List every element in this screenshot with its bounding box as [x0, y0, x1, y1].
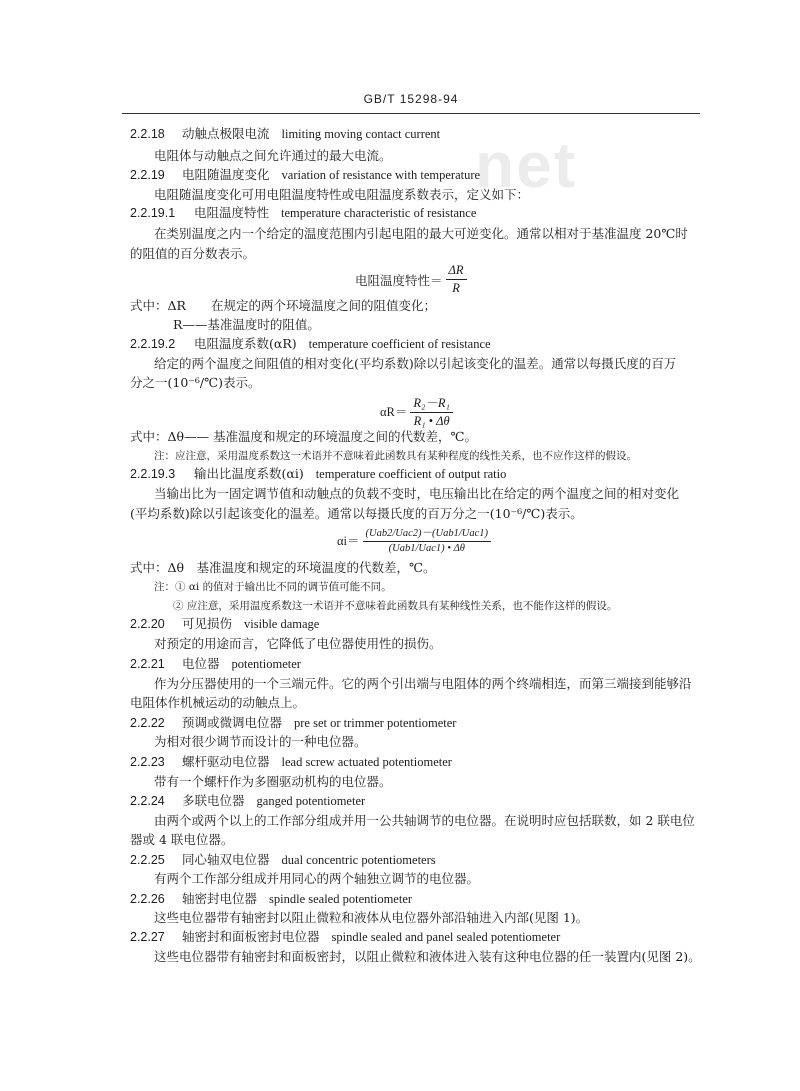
formula-resistance-temp-coefficient [380, 393, 453, 429]
clause-title: 电位器 [182, 656, 220, 671]
clause-number: 2.2.24 [130, 794, 165, 808]
where-line: R——基准温度时的阻值。 [173, 317, 320, 332]
clause-2-2-22-heading [130, 715, 456, 731]
header-rule [122, 113, 700, 114]
where-line: 式中：Δθ 基准温度和规定的环境温度的代数差，℃。 [130, 560, 436, 575]
clause-title: 电阻温度特性 [194, 205, 270, 220]
clause-title: 螺杆驱动电位器 [182, 754, 270, 769]
clause-number: 2.2.19.3 [130, 467, 176, 481]
body-line: 器或 4 联电位器。 [130, 832, 234, 847]
clause-2-2-19-2-heading [130, 336, 491, 352]
body-line: 分之一(10⁻⁶/℃)表示。 [130, 375, 261, 390]
clause-title: 预调或微调电位器 [182, 715, 283, 730]
clause-2-2-19-1-heading [130, 205, 476, 221]
clause-title: 动触点极限电流 [182, 126, 270, 141]
body-line: 这些电位器带有轴密封以阻止微粒和液体从电位器外部沿轴进入内部(见图 1)。 [154, 910, 589, 925]
body-line: 电阻体作机械运动的动触点上。 [130, 695, 306, 710]
clause-title-en: pre set or trimmer potentiometer [294, 716, 457, 730]
clause-number: 2.2.25 [130, 853, 165, 867]
clause-2-2-25-heading [130, 852, 436, 868]
body-line: 在类别温度之内一个给定的温度范围内引起电阻的最大可逆变化。通常以相对于基准温度 20℃时 [154, 226, 688, 241]
clause-number: 2.2.26 [130, 892, 165, 906]
clause-2-2-18-heading [130, 126, 440, 142]
clause-number: 2.2.20 [130, 617, 165, 631]
clause-title-en: visible damage [244, 617, 320, 631]
formula-lhs: αi＝ [337, 533, 360, 548]
formula-output-ratio-coefficient [337, 525, 491, 554]
formula-lhs: 电阻温度特性＝ [355, 273, 443, 288]
clause-number: 2.2.18 [130, 127, 165, 141]
body-line: 为相对很少调节而设计的一种电位器。 [154, 734, 367, 749]
clause-number: 2.2.19.2 [130, 337, 176, 351]
clause-title: 输出比温度系数(αi) [194, 466, 304, 481]
clause-number: 2.2.19.1 [130, 206, 176, 220]
clause-number: 2.2.27 [130, 930, 165, 944]
clause-title-en: lead screw actuated potentiometer [281, 755, 452, 769]
clause-title-en: limiting moving contact current [281, 127, 441, 141]
note-line: 注：① αi 的值对于输出比不同的调节值可能不同。 [154, 581, 392, 593]
clause-title: 多联电位器 [182, 793, 245, 808]
clause-2-2-27-heading [130, 929, 560, 945]
where-line: 式中：Δθ—— 基准温度和规定的环境温度之间的代数差，℃。 [130, 429, 478, 444]
body-line: 作为分压器使用的一个三端元件。它的两个引出端与电阻体的两个终端相连，而第三端接到能够沿 [154, 676, 692, 691]
formula-numerator: R₂－R₁ [410, 393, 452, 413]
clause-title: 可见损伤 [182, 616, 233, 631]
body-line: 带有一个螺杆作为多圈驱动机构的电位器。 [154, 774, 392, 789]
body-line: 电阻随温度变化可用电阻温度特性或电阻温度系数表示，定义如下： [154, 187, 530, 202]
clause-title-en: spindle sealed and panel sealed potentiometer [331, 930, 561, 944]
clause-number: 2.2.23 [130, 755, 165, 769]
clause-title-en: temperature coefficient of output ratio [315, 467, 507, 481]
body-line: 由两个或两个以上的工作部分组成并用一公共轴调节的电位器。在说明时应包括联数，如 2 联电位 [154, 813, 695, 828]
clause-title: 电阻温度系数(αR) [194, 336, 297, 351]
clause-title-en: dual concentric potentiometers [281, 853, 436, 867]
body-line: (平均系数)除以引起该变化的温差。通常以每摄氏度的百万分之一(10⁻⁶/℃)表示。 [130, 506, 583, 521]
clause-2-2-19-heading [130, 167, 480, 183]
formula-numerator: ΔR [446, 263, 467, 280]
clause-title: 轴密封和面板密封电位器 [182, 929, 320, 944]
clause-title-en: temperature characteristic of resistance [281, 206, 477, 220]
formula-resistance-temp-characteristic [355, 263, 467, 296]
body-line: 有两个工作部分组成并用同心的两个轴独立调节的电位器。 [154, 871, 480, 886]
clause-2-2-21-heading [130, 656, 301, 672]
clause-title-en: temperature coefficient of resistance [308, 337, 491, 351]
clause-number: 2.2.22 [130, 716, 165, 730]
clause-title: 同心轴双电位器 [182, 852, 270, 867]
clause-title-en: variation of resistance with temperature [281, 168, 481, 182]
watermark: net [475, 129, 577, 201]
clause-title-en: spindle sealed potentiometer [269, 892, 413, 906]
formula-lhs: αR＝ [380, 405, 408, 419]
body-line: 给定的两个温度之间阻值的相对变化(平均系数)除以引起该变化的温差。通常以每摄氏度的百万 [154, 356, 677, 371]
clause-title: 电阻随温度变化 [182, 167, 270, 182]
clause-title-en: ganged potentiometer [256, 794, 366, 808]
clause-number: 2.2.19 [130, 168, 165, 182]
body-line: 这些电位器带有轴密封和面板密封，以阻止微粒和液体进入装有这种电位器的任一装置内(见图 2)。 [154, 949, 701, 964]
clause-title-en: potentiometer [231, 657, 301, 671]
body-line: 电阻体与动触点之间允许通过的最大电流。 [154, 148, 392, 163]
clause-2-2-20-heading [130, 616, 319, 632]
clause-2-2-24-heading [130, 793, 365, 809]
clause-2-2-19-3-heading [130, 466, 506, 482]
body-line: 的阻值的百分数表示。 [130, 246, 256, 261]
clause-2-2-23-heading [130, 754, 452, 770]
body-line: 对预定的用途而言，它降低了电位器使用性的损伤。 [154, 636, 442, 651]
formula-denominator: (Uab1/Uac1) • Δθ [388, 543, 465, 554]
formula-denominator: R₁ • Δθ [413, 414, 450, 428]
clause-title: 轴密封电位器 [182, 891, 258, 906]
body-line: 当输出比为一固定调节值和动触点的负载不变时，电压输出比在给定的两个温度之间的相对变化 [154, 486, 680, 501]
note-line: 注：应注意，采用温度系数这一术语并不意味着此函数具有某种程度的线性关系，也不应作这样的假设。 [154, 450, 637, 462]
formula-numerator: (Uab2/Uac2)－(Uab1/Uac1) [363, 525, 491, 542]
where-line: 式中：ΔR 在规定的两个环境温度之间的阻值变化； [130, 298, 436, 313]
note-line: ② 应注意，采用温度系数这一术语并不意味着此函数具有某种线性关系，也不能作这样的假设。 [173, 600, 618, 612]
page-header: GB/T 15298-94 [363, 92, 459, 106]
clause-2-2-26-heading [130, 891, 412, 907]
clause-number: 2.2.21 [130, 657, 165, 671]
formula-denominator: R [452, 281, 460, 295]
